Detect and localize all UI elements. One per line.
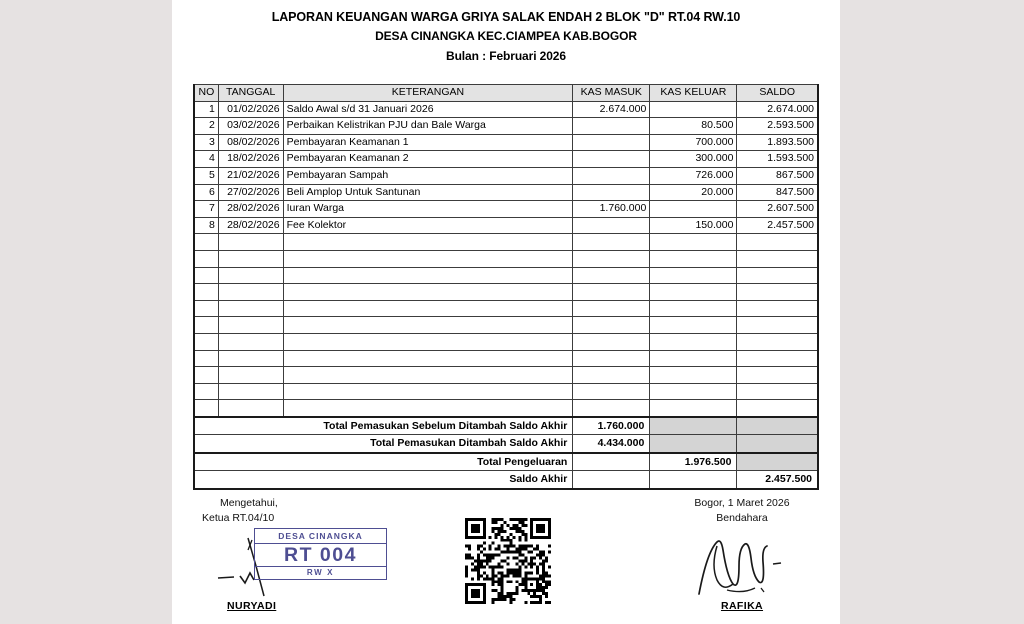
cell-empty [218, 333, 283, 350]
cell-keterangan: Pembayaran Keamanan 2 [283, 151, 573, 168]
cell-no: 5 [194, 167, 218, 184]
cell-empty [650, 250, 737, 267]
cell-kas-masuk: 2.674.000 [573, 101, 650, 118]
cell-empty [218, 284, 283, 301]
cell-tanggal: 03/02/2026 [218, 118, 283, 135]
cell-empty [573, 317, 650, 334]
table-header [194, 85, 818, 102]
stamp-line-top: DESA CINANGKA [255, 529, 386, 544]
signature-area [172, 496, 840, 624]
table-row-empty [194, 333, 818, 350]
table-row-empty [194, 267, 818, 284]
official-stamp [254, 528, 387, 580]
cell-empty [218, 350, 283, 367]
cell-empty [650, 333, 737, 350]
signature-left-name: NURYADI [227, 600, 277, 612]
summary-row [194, 417, 818, 435]
table-row [194, 184, 818, 201]
cell-empty [194, 300, 218, 317]
cell-keterangan: Saldo Awal s/d 31 Januari 2026 [283, 101, 573, 118]
ledger-table-container [193, 84, 819, 490]
cell-empty [218, 250, 283, 267]
cell-empty [650, 400, 737, 417]
cell-kas-keluar: 150.000 [650, 217, 737, 234]
cell-empty [737, 350, 818, 367]
table-row-empty [194, 284, 818, 301]
cell-empty [737, 267, 818, 284]
table-header-row [194, 85, 818, 102]
cell-empty [194, 250, 218, 267]
report-title-line-1: LAPORAN KEUANGAN WARGA GRIYA SALAK ENDAH 2 BLOK "D" RT.04 RW.10 [271, 10, 741, 24]
table-row [194, 134, 818, 151]
cell-tanggal: 27/02/2026 [218, 184, 283, 201]
table-row-empty [194, 250, 818, 267]
table-row-empty [194, 234, 818, 251]
cell-saldo: 2.674.000 [737, 101, 818, 118]
cell-kas-masuk: 1.760.000 [573, 201, 650, 218]
cell-empty [573, 333, 650, 350]
cell-empty [194, 333, 218, 350]
cell-keterangan: Fee Kolektor [283, 217, 573, 234]
cell-no: 2 [194, 118, 218, 135]
cell-empty [650, 350, 737, 367]
cell-empty [573, 400, 650, 417]
cell-empty [573, 284, 650, 301]
table-body [194, 101, 818, 417]
cell-empty [650, 317, 737, 334]
cell-empty [737, 367, 818, 384]
cell-empty [218, 367, 283, 384]
table-summary [194, 417, 818, 489]
cell-empty [283, 267, 573, 284]
cell-tanggal: 28/02/2026 [218, 217, 283, 234]
ledger-table [193, 84, 819, 490]
cell-empty [283, 383, 573, 400]
cell-saldo: 1.893.500 [737, 134, 818, 151]
cell-empty [650, 234, 737, 251]
cell-saldo: 1.593.500 [737, 151, 818, 168]
table-row-empty [194, 300, 818, 317]
cell-empty [650, 367, 737, 384]
cell-empty [650, 383, 737, 400]
summary-saldo [737, 435, 818, 453]
summary-kas-keluar [650, 471, 737, 489]
cell-empty [283, 367, 573, 384]
signature-left-line-2: Ketua RT.04/10 [202, 512, 275, 524]
cell-empty [737, 317, 818, 334]
cell-empty [573, 367, 650, 384]
cell-empty [573, 383, 650, 400]
report-sheet [172, 0, 840, 624]
cell-empty [218, 383, 283, 400]
signature-block-left [202, 496, 432, 612]
table-row [194, 167, 818, 184]
cell-empty [573, 350, 650, 367]
cell-empty [650, 284, 737, 301]
table-row-empty [194, 367, 818, 384]
cell-empty [737, 383, 818, 400]
cell-empty [194, 284, 218, 301]
cell-empty [283, 333, 573, 350]
cell-tanggal: 18/02/2026 [218, 151, 283, 168]
stamp-line-middle: RT 004 [255, 544, 386, 567]
cell-keterangan: Pembayaran Sampah [283, 167, 573, 184]
table-row [194, 217, 818, 234]
cell-empty [218, 300, 283, 317]
cell-empty [283, 400, 573, 417]
table-row [194, 101, 818, 118]
cell-kas-masuk [573, 134, 650, 151]
report-title-line-2: DESA CINANGKA KEC.CIAMPEA KAB.BOGOR [375, 29, 637, 43]
signature-block-right [652, 496, 832, 612]
cell-tanggal: 01/02/2026 [218, 101, 283, 118]
cell-empty [194, 267, 218, 284]
cell-kas-masuk [573, 118, 650, 135]
table-row-empty [194, 317, 818, 334]
signature-right-name: RAFIKA [720, 600, 764, 612]
cell-empty [573, 267, 650, 284]
cell-no: 7 [194, 201, 218, 218]
cell-empty [194, 317, 218, 334]
summary-saldo [737, 417, 818, 435]
table-row-empty [194, 400, 818, 417]
cell-empty [283, 317, 573, 334]
cell-empty [194, 383, 218, 400]
cell-empty [737, 400, 818, 417]
summary-row [194, 453, 818, 471]
summary-kas-masuk [573, 453, 650, 471]
cell-kas-masuk [573, 217, 650, 234]
cell-empty [737, 250, 818, 267]
cell-keterangan: Beli Amplop Untuk Santunan [283, 184, 573, 201]
cell-kas-keluar: 20.000 [650, 184, 737, 201]
summary-saldo [737, 453, 818, 471]
cell-empty [573, 234, 650, 251]
cell-empty [283, 284, 573, 301]
table-row-empty [194, 383, 818, 400]
summary-kas-masuk: 1.760.000 [573, 417, 650, 435]
cell-empty [218, 317, 283, 334]
column-header-saldo: SALDO [737, 85, 818, 102]
cell-kas-keluar: 700.000 [650, 134, 737, 151]
cell-keterangan: Iuran Warga [283, 201, 573, 218]
cell-empty [650, 300, 737, 317]
cell-tanggal: 08/02/2026 [218, 134, 283, 151]
cell-saldo: 867.500 [737, 167, 818, 184]
cell-saldo: 847.500 [737, 184, 818, 201]
summary-label: Total Pemasukan Ditambah Saldo Akhir [194, 435, 573, 453]
cell-empty [218, 267, 283, 284]
cell-no: 1 [194, 101, 218, 118]
cell-kas-keluar: 80.500 [650, 118, 737, 135]
table-row [194, 201, 818, 218]
cell-empty [573, 300, 650, 317]
cell-tanggal: 28/02/2026 [218, 201, 283, 218]
summary-label: Saldo Akhir [194, 471, 573, 489]
cell-empty [573, 250, 650, 267]
cell-no: 8 [194, 217, 218, 234]
cell-empty [737, 234, 818, 251]
cell-empty [283, 234, 573, 251]
table-row [194, 151, 818, 168]
cell-empty [194, 234, 218, 251]
cell-kas-keluar: 726.000 [650, 167, 737, 184]
cell-empty [194, 350, 218, 367]
cell-empty [737, 284, 818, 301]
cell-empty [650, 267, 737, 284]
cell-kas-keluar [650, 201, 737, 218]
summary-kas-keluar [650, 417, 737, 435]
cell-kas-masuk [573, 151, 650, 168]
column-header-kas-masuk: KAS MASUK [573, 85, 650, 102]
cell-kas-keluar: 300.000 [650, 151, 737, 168]
cell-tanggal: 21/02/2026 [218, 167, 283, 184]
signature-left-line-1: Mengetahui, [220, 497, 278, 509]
cell-keterangan: Pembayaran Keamanan 1 [283, 134, 573, 151]
column-header-keterangan: KETERANGAN [283, 85, 573, 102]
cell-kas-masuk [573, 167, 650, 184]
cell-saldo: 2.457.500 [737, 217, 818, 234]
cell-empty [737, 333, 818, 350]
cell-kas-keluar [650, 101, 737, 118]
summary-label: Total Pemasukan Sebelum Ditambah Saldo Akhir [194, 417, 573, 435]
summary-kas-keluar [650, 435, 737, 453]
table-row-empty [194, 350, 818, 367]
summary-kas-masuk: 4.434.000 [573, 435, 650, 453]
cell-empty [283, 350, 573, 367]
cell-empty [194, 400, 218, 417]
qr-code-graphic [452, 518, 564, 604]
cell-saldo: 2.607.500 [737, 201, 818, 218]
cell-empty [218, 234, 283, 251]
cell-saldo: 2.593.500 [737, 118, 818, 135]
cell-empty [283, 250, 573, 267]
summary-saldo: 2.457.500 [737, 471, 818, 489]
cell-empty [737, 300, 818, 317]
qr-code [452, 518, 564, 604]
cell-empty [218, 400, 283, 417]
report-period: Bulan : Februari 2026 [446, 49, 566, 63]
column-header-kas-keluar: KAS KELUAR [650, 85, 737, 102]
table-row [194, 118, 818, 135]
cell-no: 3 [194, 134, 218, 151]
cell-empty [194, 367, 218, 384]
column-header-no: NO [194, 85, 218, 102]
cell-no: 6 [194, 184, 218, 201]
report-header [172, 0, 840, 66]
cell-keterangan: Perbaikan Kelistrikan PJU dan Bale Warga [283, 118, 573, 135]
handwritten-signature-right [687, 522, 807, 600]
stamp-line-bottom: RW X [306, 568, 335, 577]
signature-right-line-2: Bendahara [716, 512, 768, 524]
signature-right-line-1: Bogor, 1 Maret 2026 [694, 497, 790, 509]
summary-kas-masuk [573, 471, 650, 489]
cell-empty [283, 300, 573, 317]
summary-row [194, 471, 818, 489]
cell-kas-masuk [573, 184, 650, 201]
summary-row [194, 435, 818, 453]
column-header-tanggal: TANGGAL [218, 85, 283, 102]
cell-no: 4 [194, 151, 218, 168]
summary-kas-keluar: 1.976.500 [650, 453, 737, 471]
summary-label: Total Pengeluaran [194, 453, 573, 471]
